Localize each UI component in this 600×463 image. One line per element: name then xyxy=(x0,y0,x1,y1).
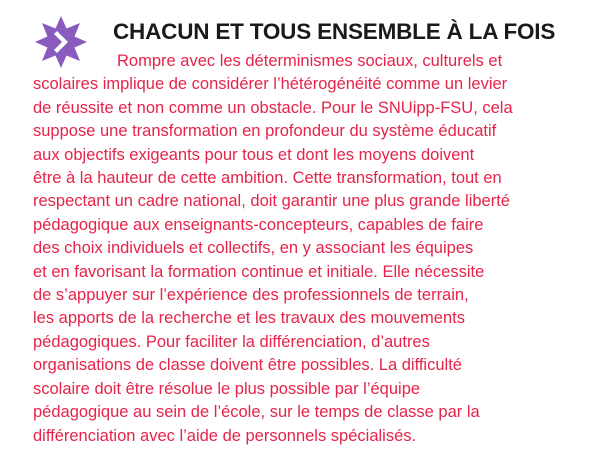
paragraph-line: être à la hauteur de cette ambition. Cette transformation, tout en xyxy=(33,169,502,188)
paragraph-line: aux objectifs exigeants pour tous et dont les moyens doivent xyxy=(33,145,475,164)
paragraph-line: scolaires implique de considérer l’hétérogénéité comme un levier xyxy=(33,75,508,94)
paragraph-line: de s’appuyer sur l’expérience des professionnels de terrain, xyxy=(33,286,469,305)
article-title: CHACUN ET TOUS ENSEMBLE À LA FOIS xyxy=(113,19,556,44)
paragraph-line: pédagogique au sein de l’école, sur le temps de classe par la xyxy=(33,403,480,422)
paragraph-line: organisations de classe doivent être possibles. La difficulté xyxy=(33,356,462,375)
paragraph-line: des choix individuels et collectifs, en y associant les équipes xyxy=(33,239,474,258)
paragraph-line: Rompre avec les déterminismes sociaux, culturels et xyxy=(117,52,503,70)
paragraph-line: et en favorisant la formation continue et initiale. Elle nécessite xyxy=(33,262,485,281)
paragraph-line: pédagogique aux enseignants-concepteurs, capables de faire xyxy=(33,215,484,234)
paragraph-line: suppose une transformation en profondeur du système éducatif xyxy=(33,122,497,141)
paragraph-line: pédagogiques. Pour faciliter la différenciation, d’autres xyxy=(33,332,430,351)
paragraph-line: différenciation avec l’aide de personnels spécialisés. xyxy=(33,426,417,445)
paragraph-line: scolaire doit être résolue le plus possible par l’équipe xyxy=(33,379,421,398)
paragraph-line: respectant un cadre national, doit garantir une plus grande liberté xyxy=(33,192,510,211)
paragraph-line: les apports de la recherche et les travaux des mouvements xyxy=(33,309,465,328)
paragraph-line: de réussite et non comme un obstacle. Pour le SNUipp-FSU, cela xyxy=(33,98,513,117)
article-paragraph xyxy=(33,50,593,448)
